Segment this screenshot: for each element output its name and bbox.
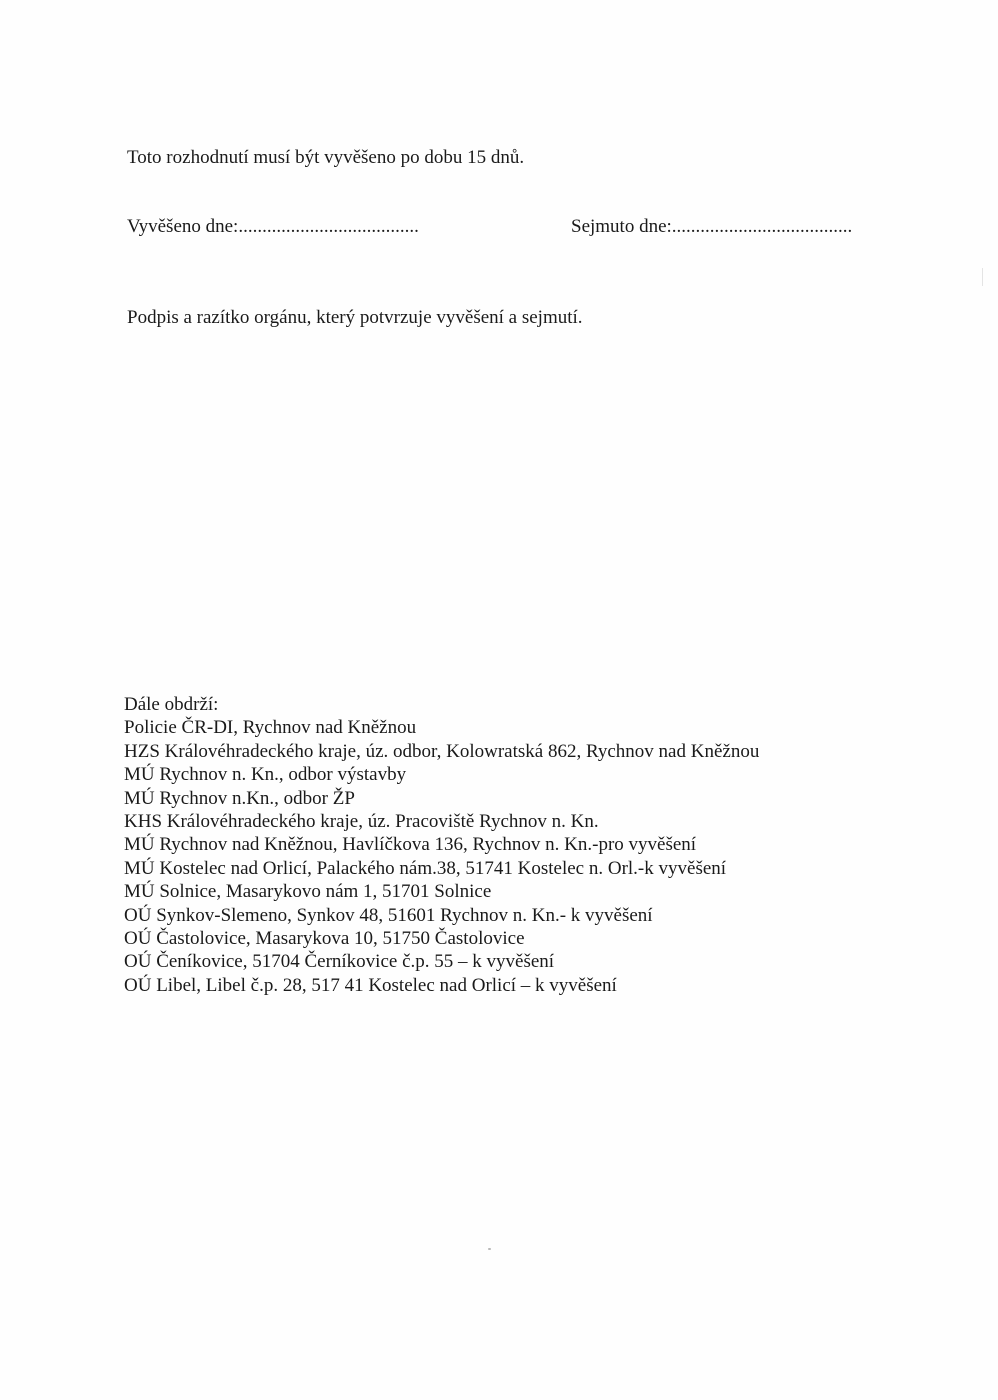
recipient-item: MÚ Rychnov n.Kn., odbor ŽP	[124, 787, 355, 809]
posting-duration-notice: Toto rozhodnutí musí být vyvěšeno po dobu 15 dnů.	[127, 147, 525, 168]
scan-speck	[488, 1248, 491, 1250]
recipient-item: MÚ Rychnov nad Kněžnou, Havlíčkova 136, Rychnov n. Kn.-pro vyvěšení	[124, 834, 697, 856]
recipient-item: MÚ Kostelec nad Orlicí, Palackého nám.38, 51741 Kostelec n. Orl.-k vyvěšení	[124, 857, 727, 879]
recipients-heading: Dále obdrží:	[124, 694, 219, 715]
recipient-item: KHS Královéhradeckého kraje, úz. Pracoviště Rychnov n. Kn.	[124, 811, 599, 833]
recipient-item: Policie ČR-DI, Rychnov nad Kněžnou	[124, 717, 417, 739]
removed-date-field: Sejmuto dne:......................................	[571, 216, 853, 237]
recipient-item: OÚ Častolovice, Masarykova 10, 51750 Častolovice	[124, 928, 525, 950]
recipient-item: OÚ Libel, Libel č.p. 28, 517 41 Kostelec nad Orlicí – k vyvěšení	[124, 974, 617, 996]
recipient-item: MÚ Rychnov n. Kn., odbor výstavby	[124, 764, 407, 786]
recipient-item: OÚ Synkov-Slemeno, Synkov 48, 51601 Rychnov n. Kn.- k vyvěšení	[124, 904, 653, 926]
signature-stamp-note: Podpis a razítko orgánu, který potvrzuje vyvěšení a sejmutí.	[127, 307, 583, 328]
recipients-block	[124, 693, 759, 997]
scan-mark	[982, 268, 983, 286]
recipient-item: MÚ Solnice, Masarykovo nám 1, 51701 Solnice	[124, 881, 492, 903]
recipients-list	[124, 716, 759, 997]
posted-date-field: Vyvěšeno dne:......................................	[127, 216, 419, 237]
recipient-item: OÚ Čeníkovice, 51704 Černíkovice č.p. 55 – k vyvěšení	[124, 951, 555, 973]
recipient-item: HZS Královéhradeckého kraje, úz. odbor, Kolowratská 862, Rychnov nad Kněžnou	[124, 740, 760, 762]
